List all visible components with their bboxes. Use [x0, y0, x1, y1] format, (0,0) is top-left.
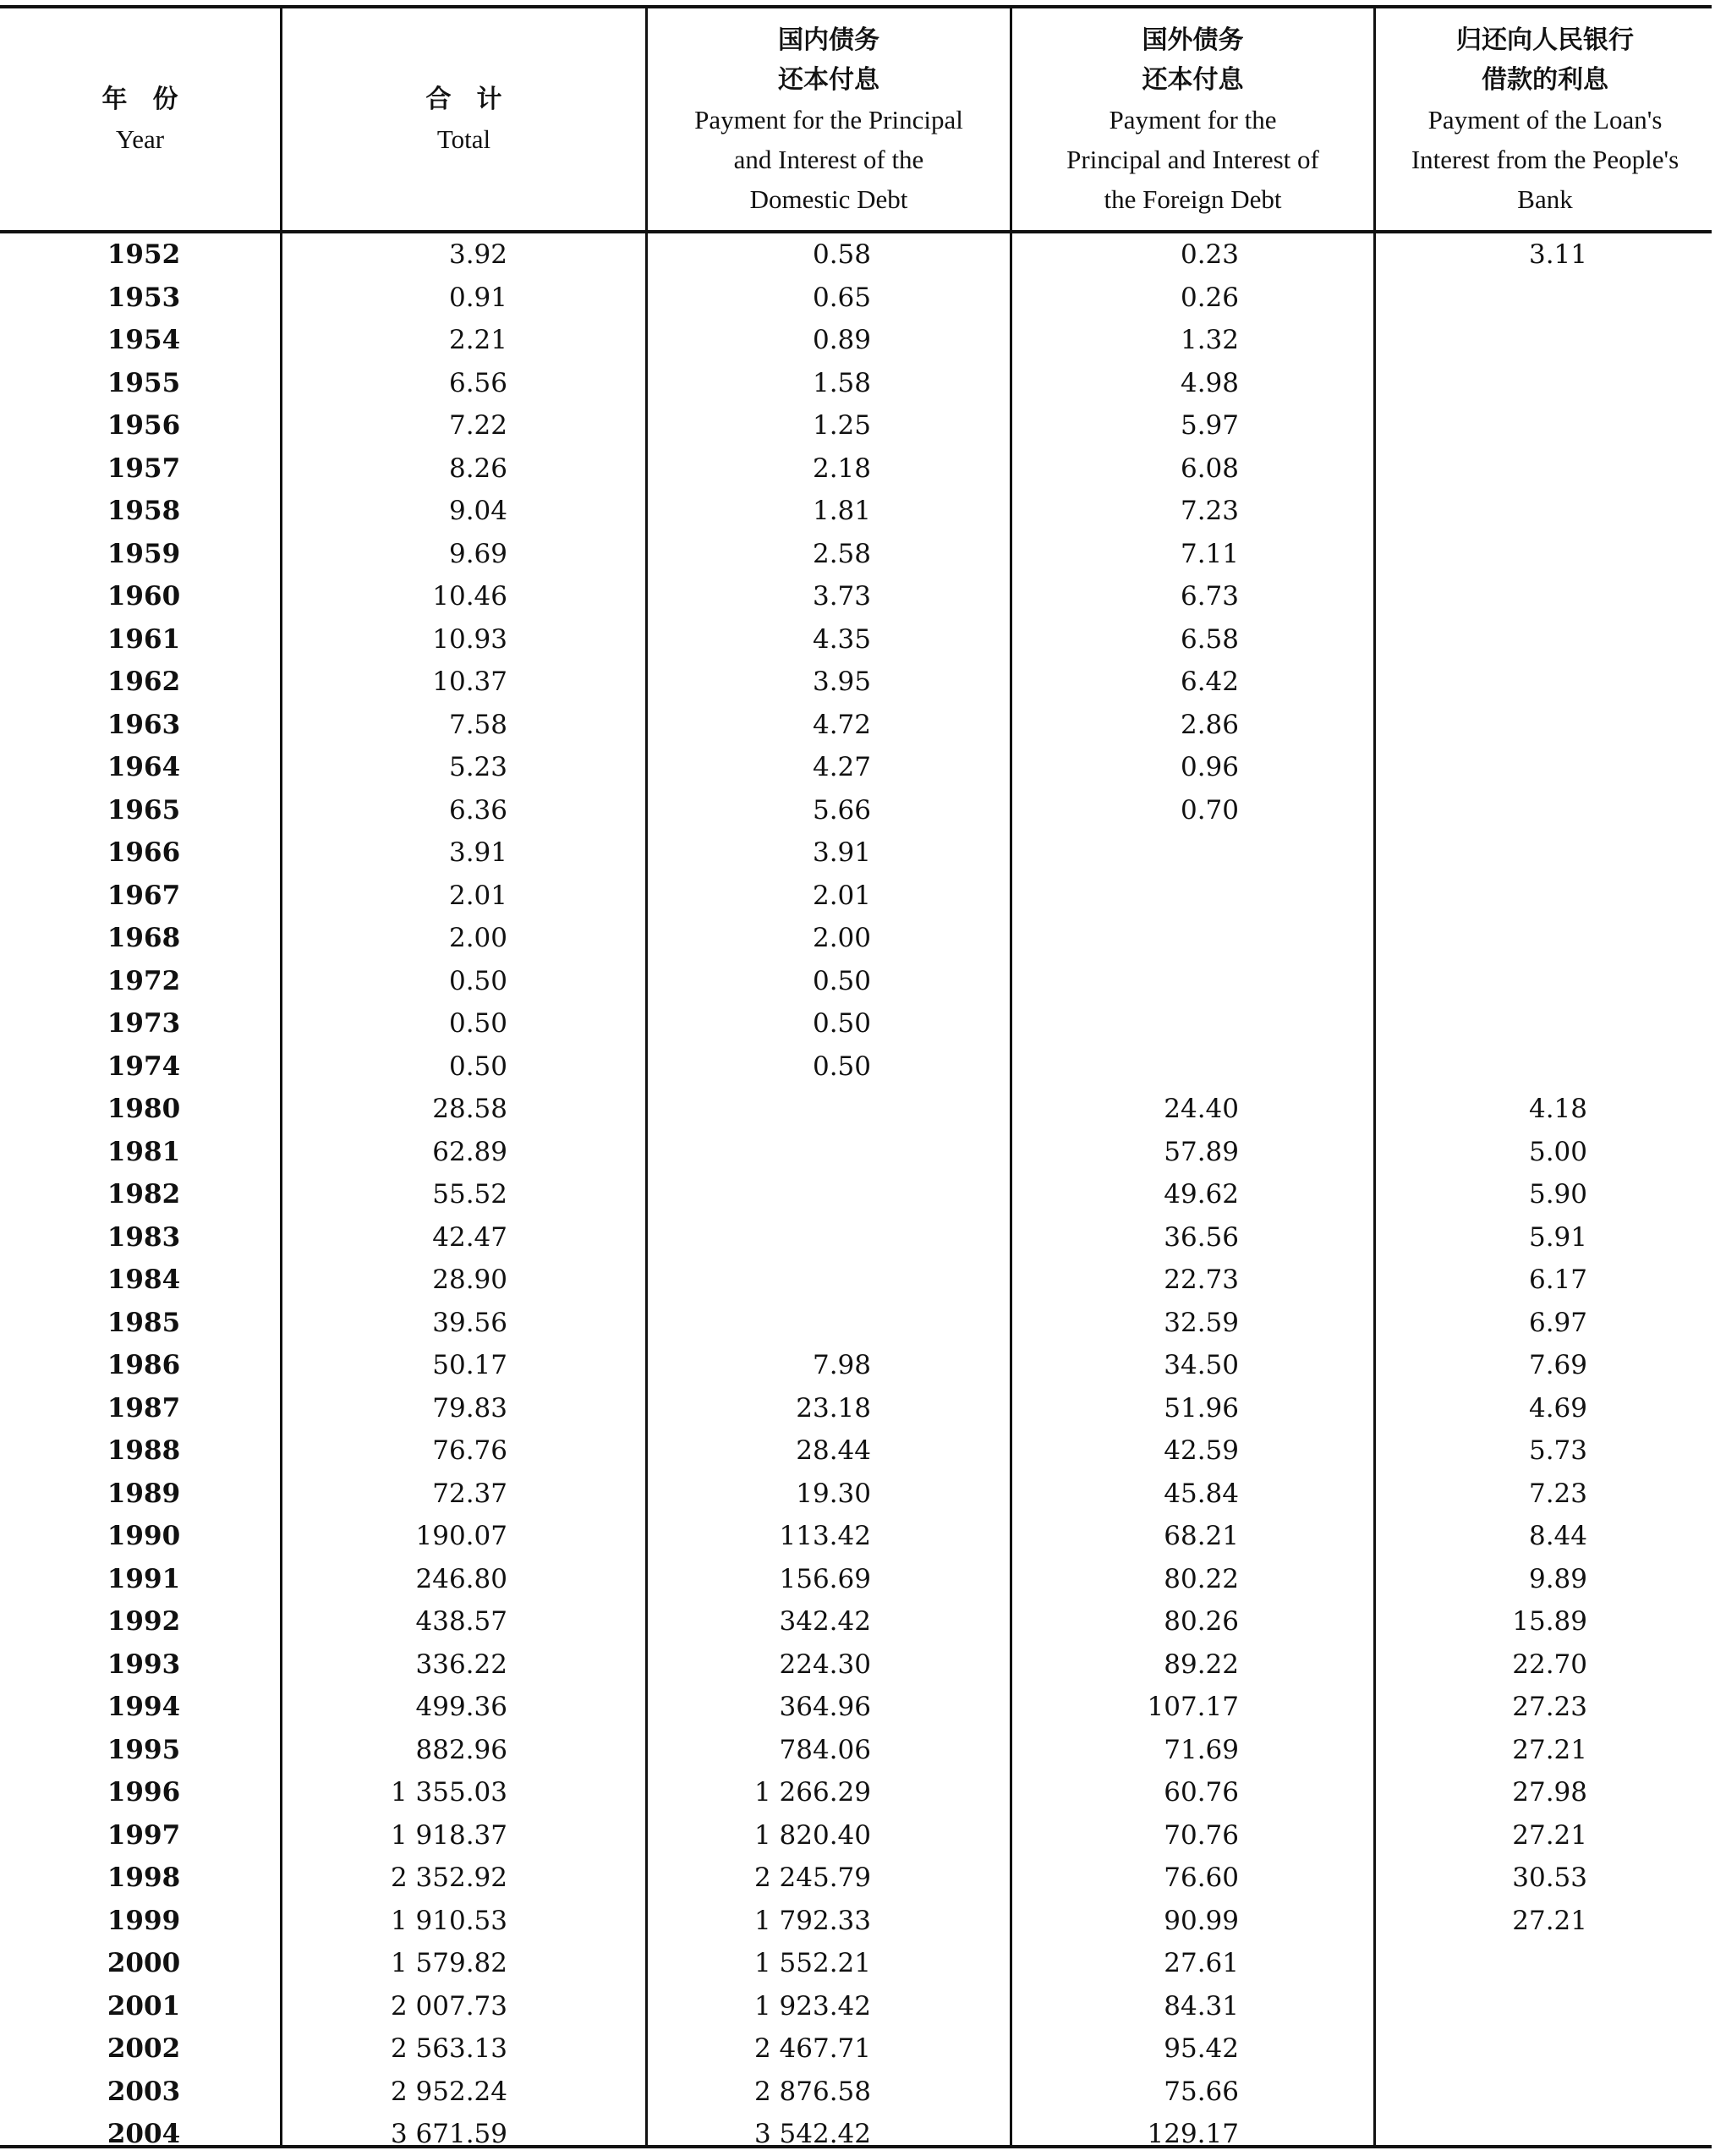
cell-year: 1964 — [107, 752, 181, 782]
cell-year: 1960 — [107, 581, 181, 612]
table-row — [0, 1429, 1715, 1473]
cell-year: 1957 — [107, 453, 181, 484]
cell-total: 2 952.24 — [390, 2076, 507, 2107]
cell-domestic: 2 467.71 — [753, 2033, 871, 2064]
cell-domestic: 224.30 — [779, 1649, 871, 1680]
table-row — [0, 1857, 1715, 1900]
cell-foreign: 45.84 — [1164, 1478, 1239, 1509]
cell-peoples-bank: 27.23 — [1512, 1692, 1587, 1722]
cell-year: 1991 — [107, 1563, 181, 1594]
cell-year: 1985 — [107, 1307, 181, 1338]
cell-year: 1974 — [107, 1051, 181, 1082]
cell-year: 1953 — [107, 282, 181, 313]
cell-domestic: 23.18 — [796, 1392, 871, 1424]
cell-total: 1 579.82 — [390, 1948, 507, 1978]
cell-foreign: 49.62 — [1164, 1179, 1239, 1210]
cell-foreign: 7.23 — [1180, 496, 1239, 526]
table-row — [0, 704, 1715, 747]
table-row — [0, 1600, 1715, 1643]
cell-year: 1959 — [107, 538, 181, 569]
table-row — [0, 1686, 1715, 1729]
cell-total: 5.23 — [448, 752, 507, 782]
cell-peoples-bank: 22.70 — [1512, 1649, 1587, 1680]
cell-year: 1990 — [107, 1521, 181, 1551]
cell-total: 0.50 — [448, 1008, 507, 1039]
cell-peoples-bank: 6.97 — [1528, 1307, 1587, 1338]
cell-total: 1 918.37 — [390, 1819, 507, 1851]
table-row — [0, 618, 1715, 661]
cell-year: 1963 — [107, 709, 181, 740]
header-total — [282, 8, 645, 230]
cell-foreign: 80.26 — [1164, 1606, 1239, 1637]
cell-peoples-bank: 27.21 — [1512, 1819, 1587, 1851]
cell-peoples-bank: 7.69 — [1528, 1350, 1587, 1380]
cell-foreign: 57.89 — [1164, 1136, 1239, 1167]
cell-total: 3.91 — [448, 837, 507, 868]
cell-year: 1998 — [107, 1862, 181, 1893]
cell-foreign: 80.22 — [1164, 1563, 1239, 1594]
table-row — [0, 233, 1715, 277]
cell-year: 1995 — [107, 1734, 181, 1765]
cell-peoples-bank: 5.91 — [1528, 1221, 1587, 1253]
cell-foreign: 2.86 — [1180, 709, 1239, 740]
table-row — [0, 1173, 1715, 1216]
table-body — [0, 233, 1715, 2156]
cell-year: 1997 — [107, 1819, 181, 1851]
cell-total: 1 910.53 — [390, 1905, 507, 1936]
table-row — [0, 1558, 1715, 1601]
cell-total: 28.90 — [432, 1265, 507, 1295]
cell-domestic: 2.01 — [812, 880, 871, 911]
cell-total: 6.56 — [448, 367, 507, 398]
cell-domestic: 19.30 — [796, 1478, 871, 1509]
cell-peoples-bank: 30.53 — [1512, 1862, 1587, 1893]
cell-peoples-bank: 15.89 — [1512, 1606, 1587, 1637]
cell-foreign: 6.58 — [1180, 623, 1239, 655]
cell-total: 76.76 — [432, 1435, 507, 1466]
cell-total: 79.83 — [432, 1392, 507, 1424]
cell-total: 62.89 — [432, 1136, 507, 1167]
cell-total: 2 563.13 — [390, 2033, 507, 2064]
table-row — [0, 319, 1715, 362]
cell-domestic: 4.35 — [812, 623, 871, 655]
cell-year: 1973 — [107, 1008, 181, 1039]
cell-domestic: 156.69 — [779, 1563, 871, 1594]
cell-domestic: 0.65 — [812, 282, 871, 313]
table-row — [0, 2027, 1715, 2071]
cell-year: 1996 — [107, 1777, 181, 1808]
cell-peoples-bank: 4.69 — [1528, 1392, 1587, 1424]
cell-domestic: 7.98 — [812, 1350, 871, 1380]
table-row — [0, 1473, 1715, 1516]
cell-foreign: 60.76 — [1164, 1777, 1239, 1808]
cell-year: 1966 — [107, 837, 181, 868]
cell-year: 1984 — [107, 1265, 181, 1295]
cell-peoples-bank: 5.90 — [1528, 1179, 1587, 1210]
cell-foreign: 22.73 — [1164, 1265, 1239, 1295]
cell-year: 1982 — [107, 1179, 181, 1210]
cell-total: 42.47 — [432, 1221, 507, 1253]
cell-domestic: 1.58 — [812, 367, 871, 398]
header-foreign-en-1: Payment for the — [1109, 104, 1277, 134]
cell-domestic: 2.00 — [812, 923, 871, 953]
cell-year: 1981 — [107, 1136, 181, 1167]
table-row — [0, 1002, 1715, 1045]
cell-foreign: 0.70 — [1180, 794, 1239, 826]
cell-total: 72.37 — [432, 1478, 507, 1509]
cell-domestic: 364.96 — [779, 1692, 871, 1722]
cell-domestic: 2.18 — [812, 453, 871, 484]
cell-year: 1952 — [107, 239, 181, 270]
cell-foreign: 36.56 — [1164, 1221, 1239, 1253]
header-domestic-cn-2: 还本付息 — [778, 64, 879, 95]
cell-year: 1962 — [107, 667, 181, 697]
cell-foreign: 27.61 — [1164, 1948, 1239, 1978]
cell-total: 6.36 — [448, 794, 507, 826]
table-row — [0, 1814, 1715, 1857]
cell-total: 499.36 — [415, 1692, 507, 1722]
cell-total: 8.26 — [448, 453, 507, 484]
header-peoples-bank-cn-2: 借款的利息 — [1482, 64, 1608, 95]
table-row — [0, 1942, 1715, 1985]
cell-domestic: 0.50 — [812, 1008, 871, 1039]
cell-peoples-bank: 5.73 — [1528, 1435, 1587, 1466]
cell-year: 1994 — [107, 1692, 181, 1722]
table-row — [0, 362, 1715, 405]
cell-year: 1987 — [107, 1392, 181, 1424]
cell-total: 55.52 — [432, 1179, 507, 1210]
cell-total: 0.50 — [448, 1051, 507, 1082]
cell-total: 39.56 — [432, 1307, 507, 1338]
cell-year: 2001 — [107, 1990, 181, 2022]
cell-year: 1954 — [107, 325, 181, 355]
cell-total: 336.22 — [415, 1649, 507, 1680]
header-peoples-bank-cn-1: 归还向人民银行 — [1456, 25, 1634, 55]
header-total-cn: 合 计 — [425, 85, 502, 114]
header-foreign-en-2: Principal and Interest of — [1066, 144, 1319, 174]
table-row — [0, 1302, 1715, 1345]
cell-peoples-bank: 27.98 — [1512, 1777, 1587, 1808]
cell-peoples-bank: 27.21 — [1512, 1905, 1587, 1936]
header-domestic — [648, 8, 1010, 230]
cell-foreign: 5.97 — [1180, 410, 1239, 441]
cell-domestic: 784.06 — [779, 1734, 871, 1765]
table-row — [0, 2071, 1715, 2114]
table-row — [0, 789, 1715, 832]
cell-foreign: 24.40 — [1164, 1094, 1239, 1124]
cell-domestic: 2 245.79 — [753, 1862, 871, 1893]
header-foreign-cn-1: 国外债务 — [1142, 25, 1244, 55]
cell-foreign: 34.50 — [1164, 1350, 1239, 1380]
cell-year: 1956 — [107, 410, 181, 441]
header-foreign-en-3: the Foreign Debt — [1104, 184, 1282, 214]
cell-total: 2 352.92 — [390, 1862, 507, 1893]
cell-total: 246.80 — [415, 1563, 507, 1594]
cell-foreign: 75.66 — [1164, 2076, 1239, 2107]
header-foreign-cn-2: 还本付息 — [1142, 64, 1244, 95]
cell-total: 10.37 — [432, 667, 507, 697]
header-domestic-en-2: and Interest of the — [733, 144, 924, 174]
cell-foreign: 68.21 — [1164, 1521, 1239, 1551]
cell-domestic: 0.89 — [812, 325, 871, 355]
table-row — [0, 1088, 1715, 1131]
cell-domestic: 0.50 — [812, 965, 871, 996]
cell-peoples-bank: 4.18 — [1528, 1094, 1587, 1124]
cell-foreign: 84.31 — [1164, 1990, 1239, 2022]
cell-domestic: 1 266.29 — [753, 1777, 871, 1808]
table-row — [0, 917, 1715, 960]
cell-foreign: 107.17 — [1147, 1692, 1239, 1722]
header-foreign — [1012, 8, 1373, 230]
cell-year: 1972 — [107, 965, 181, 996]
cell-domestic: 28.44 — [796, 1435, 871, 1466]
cell-foreign: 90.99 — [1164, 1905, 1239, 1936]
cell-foreign: 7.11 — [1180, 538, 1239, 569]
cell-domestic: 1 820.40 — [753, 1819, 871, 1851]
cell-domestic: 2.58 — [812, 538, 871, 569]
table-row — [0, 575, 1715, 618]
cell-total: 0.50 — [448, 965, 507, 996]
cell-foreign: 51.96 — [1164, 1392, 1239, 1424]
header-peoples-bank-en-2: Interest from the People's — [1411, 144, 1679, 174]
cell-peoples-bank: 6.17 — [1528, 1265, 1587, 1295]
header-year-cn: 年 份 — [101, 85, 178, 114]
cell-total: 1 355.03 — [390, 1777, 507, 1808]
table-row — [0, 1729, 1715, 1772]
table-row — [0, 661, 1715, 704]
table-row — [0, 1985, 1715, 2028]
cell-year: 2003 — [107, 2076, 181, 2107]
cell-domestic: 4.27 — [812, 752, 871, 782]
cell-domestic: 1.81 — [812, 496, 871, 526]
table-row — [0, 960, 1715, 1003]
cell-domestic: 1.25 — [812, 410, 871, 441]
cell-total: 9.04 — [448, 496, 507, 526]
cell-domestic: 3 542.42 — [753, 2119, 871, 2149]
cell-total: 7.22 — [448, 410, 507, 441]
cell-total: 50.17 — [432, 1350, 507, 1380]
cell-domestic: 1 792.33 — [753, 1905, 871, 1936]
cell-total: 2.00 — [448, 923, 507, 953]
cell-foreign: 0.96 — [1180, 752, 1239, 782]
table-row — [0, 1771, 1715, 1814]
header-domestic-en-1: Payment for the Principal — [694, 104, 963, 134]
cell-total: 3 671.59 — [390, 2119, 507, 2149]
cell-year: 1988 — [107, 1435, 181, 1466]
cell-foreign: 70.76 — [1164, 1819, 1239, 1851]
table-row — [0, 746, 1715, 789]
cell-peoples-bank: 3.11 — [1528, 239, 1587, 270]
cell-total: 438.57 — [415, 1606, 507, 1637]
cell-domestic: 0.58 — [812, 239, 871, 270]
cell-year: 1958 — [107, 496, 181, 526]
cell-domestic: 5.66 — [812, 794, 871, 826]
cell-year: 1955 — [107, 367, 181, 398]
cell-total: 28.58 — [432, 1094, 507, 1124]
cell-total: 2 007.73 — [390, 1990, 507, 2022]
table-row — [0, 490, 1715, 533]
header-total-en: Total — [436, 124, 491, 154]
table-row — [0, 1131, 1715, 1174]
cell-domestic: 1 923.42 — [753, 1990, 871, 2022]
cell-total: 2.01 — [448, 880, 507, 911]
table-row — [0, 831, 1715, 875]
cell-total: 882.96 — [415, 1734, 507, 1765]
cell-foreign: 0.26 — [1180, 282, 1239, 313]
cell-foreign: 89.22 — [1164, 1649, 1239, 1680]
cell-peoples-bank: 27.21 — [1512, 1734, 1587, 1765]
cell-total: 10.93 — [432, 623, 507, 655]
cell-total: 10.46 — [432, 581, 507, 612]
cell-foreign: 1.32 — [1180, 325, 1239, 355]
cell-foreign: 71.69 — [1164, 1734, 1239, 1765]
cell-foreign: 76.60 — [1164, 1862, 1239, 1893]
table-row — [0, 447, 1715, 491]
header-domestic-cn-1: 国内债务 — [778, 25, 879, 55]
table-row — [0, 1259, 1715, 1302]
table-row — [0, 1387, 1715, 1430]
header-peoples-bank-en-3: Bank — [1517, 184, 1573, 214]
table-row — [0, 1515, 1715, 1558]
cell-total: 9.69 — [448, 538, 507, 569]
cell-year: 1980 — [107, 1094, 181, 1124]
table-row — [0, 277, 1715, 320]
cell-foreign: 129.17 — [1147, 2119, 1239, 2149]
table-row — [0, 875, 1715, 918]
cell-year: 1999 — [107, 1905, 181, 1936]
cell-domestic: 3.95 — [812, 667, 871, 697]
header-domestic-en-3: Domestic Debt — [749, 184, 908, 214]
cell-year: 1965 — [107, 794, 181, 826]
cell-year: 1993 — [107, 1649, 181, 1680]
table-row — [0, 1900, 1715, 1943]
cell-total: 190.07 — [415, 1521, 507, 1551]
cell-domestic: 3.91 — [812, 837, 871, 868]
cell-foreign: 6.08 — [1180, 453, 1239, 484]
cell-domestic: 113.42 — [779, 1521, 871, 1551]
cell-year: 2004 — [107, 2119, 181, 2149]
cell-domestic: 1 552.21 — [753, 1948, 871, 1978]
cell-total: 7.58 — [448, 709, 507, 740]
cell-foreign: 42.59 — [1164, 1435, 1239, 1466]
table-row — [0, 1344, 1715, 1387]
header-year-en: Year — [115, 124, 165, 154]
table-row — [0, 1045, 1715, 1089]
cell-domestic: 4.72 — [812, 709, 871, 740]
cell-foreign: 6.73 — [1180, 581, 1239, 612]
cell-foreign: 32.59 — [1164, 1307, 1239, 1338]
cell-total: 2.21 — [448, 325, 507, 355]
cell-foreign: 95.42 — [1164, 2033, 1239, 2064]
cell-year: 1983 — [107, 1221, 181, 1253]
table-row — [0, 1216, 1715, 1259]
cell-total: 0.91 — [448, 282, 507, 313]
cell-year: 1961 — [107, 623, 181, 655]
cell-year: 1968 — [107, 923, 181, 953]
cell-foreign: 4.98 — [1180, 367, 1239, 398]
header-year — [0, 8, 280, 230]
table-row — [0, 533, 1715, 576]
table-row — [0, 404, 1715, 447]
cell-domestic: 342.42 — [779, 1606, 871, 1637]
cell-domestic: 2 876.58 — [753, 2076, 871, 2107]
cell-total: 3.92 — [448, 239, 507, 270]
cell-peoples-bank: 8.44 — [1528, 1521, 1587, 1551]
header-peoples-bank-en-1: Payment of the Loan's — [1427, 104, 1663, 134]
cell-foreign: 0.23 — [1180, 239, 1239, 270]
cell-year: 2000 — [107, 1948, 181, 1978]
cell-year: 1967 — [107, 880, 181, 911]
cell-year: 1989 — [107, 1478, 181, 1509]
cell-domestic: 0.50 — [812, 1051, 871, 1082]
cell-peoples-bank: 5.00 — [1528, 1136, 1587, 1167]
cell-year: 1986 — [107, 1350, 181, 1380]
cell-year: 1992 — [107, 1606, 181, 1637]
cell-year: 2002 — [107, 2033, 181, 2064]
cell-peoples-bank: 7.23 — [1528, 1478, 1587, 1509]
cell-peoples-bank: 9.89 — [1528, 1563, 1587, 1594]
table-row — [0, 1643, 1715, 1687]
cell-domestic: 3.73 — [812, 581, 871, 612]
header-peoples-bank — [1376, 8, 1714, 230]
table-row — [0, 2113, 1715, 2156]
cell-foreign: 6.42 — [1180, 667, 1239, 697]
